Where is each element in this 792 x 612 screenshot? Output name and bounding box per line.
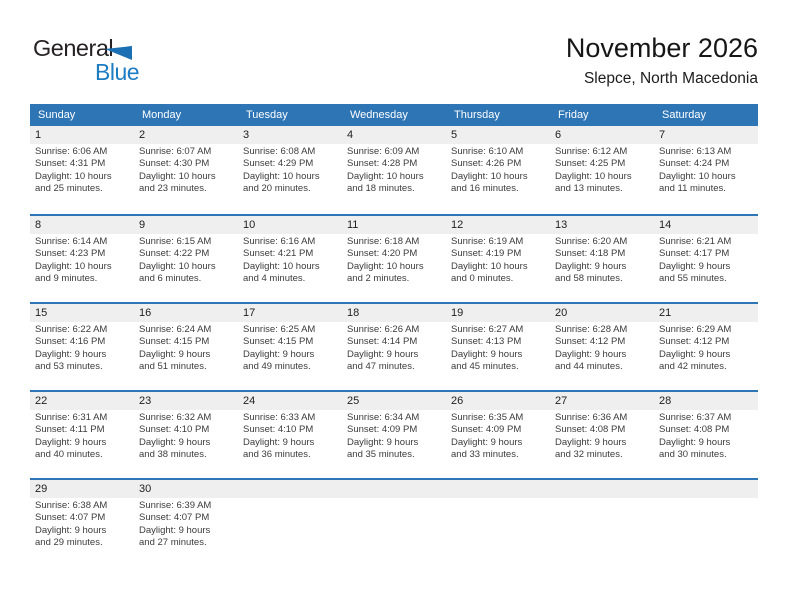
daylight-line-hours: Daylight: 9 hours [35, 524, 107, 536]
daylight-line-hours: Daylight: 9 hours [555, 260, 627, 272]
week-row-3 [30, 302, 758, 390]
daylight-line-hours: Daylight: 10 hours [243, 260, 320, 272]
sunrise-line: Sunrise: 6:28 AM [555, 324, 628, 335]
day-number-24: 24 [243, 395, 256, 407]
sunrise-line: Sunrise: 6:10 AM [451, 146, 524, 157]
weekday-header-row [30, 104, 758, 126]
daylight-line-hours: Daylight: 10 hours [659, 170, 736, 182]
sunset-line: Sunset: 4:17 PM [659, 248, 730, 260]
empty-day-cell [550, 498, 654, 550]
day-number-7: 7 [659, 129, 666, 141]
daylight-line-minutes: and 58 minutes. [555, 273, 623, 285]
sunrise-line: Sunrise: 6:21 AM [659, 236, 732, 247]
daylight-line-hours: Daylight: 9 hours [451, 436, 523, 448]
daylight-line-minutes: and 51 minutes. [139, 361, 207, 373]
sunrise-line: Sunrise: 6:19 AM [451, 236, 524, 247]
day-header-monday: Monday [142, 109, 182, 121]
logo-word-blue: Blue [95, 59, 140, 85]
sunset-line: Sunset: 4:12 PM [555, 336, 626, 348]
sunset-line: Sunset: 4:08 PM [555, 424, 626, 436]
day-number-22: 22 [35, 395, 48, 407]
sunset-line: Sunset: 4:13 PM [451, 336, 522, 348]
sunset-line: Sunset: 4:16 PM [35, 336, 106, 348]
daylight-line-minutes: and 6 minutes. [139, 273, 202, 285]
sunrise-line: Sunrise: 6:31 AM [35, 412, 108, 423]
sunrise-line: Sunrise: 6:13 AM [659, 146, 732, 157]
day-number-29: 29 [35, 483, 48, 495]
empty-number-cell [342, 480, 446, 498]
daylight-line-minutes: and 44 minutes. [555, 361, 623, 373]
day-number-1: 1 [35, 129, 42, 141]
sunset-line: Sunset: 4:15 PM [139, 336, 210, 348]
daylight-line-minutes: and 47 minutes. [347, 361, 415, 373]
day-cell-12 [446, 234, 550, 286]
day-cell-28 [654, 410, 758, 462]
day-cell-9 [134, 234, 238, 286]
day-cell-16 [134, 322, 238, 374]
day-cell-24 [238, 410, 342, 462]
day-cell-18 [342, 322, 446, 374]
sunset-line: Sunset: 4:22 PM [139, 248, 210, 260]
day-number-12: 12 [451, 219, 464, 231]
day-number-16: 16 [139, 307, 152, 319]
empty-day-cell [342, 498, 446, 550]
day-number-strip [30, 126, 758, 144]
sunrise-line: Sunrise: 6:34 AM [347, 412, 420, 423]
daylight-line-minutes: and 16 minutes. [451, 183, 519, 195]
daylight-line-minutes: and 4 minutes. [243, 273, 306, 285]
sunrise-line: Sunrise: 6:27 AM [451, 324, 524, 335]
day-cell-6 [550, 144, 654, 196]
day-cell-22 [30, 410, 134, 462]
sunrise-line: Sunrise: 6:32 AM [139, 412, 212, 423]
day-number-27: 27 [555, 395, 568, 407]
day-cell-23 [134, 410, 238, 462]
week-row-1 [30, 126, 758, 214]
sunset-line: Sunset: 4:10 PM [243, 424, 314, 436]
day-header-saturday: Saturday [662, 109, 707, 121]
day-number-2: 2 [139, 129, 146, 141]
sunset-line: Sunset: 4:29 PM [243, 158, 314, 170]
day-number-15: 15 [35, 307, 48, 319]
sunrise-line: Sunrise: 6:29 AM [659, 324, 732, 335]
daylight-line-hours: Daylight: 9 hours [555, 436, 627, 448]
sunrise-line: Sunrise: 6:14 AM [35, 236, 108, 247]
day-header-wednesday: Wednesday [350, 109, 408, 121]
day-number-3: 3 [243, 129, 250, 141]
sunrise-line: Sunrise: 6:07 AM [139, 146, 212, 157]
sunrise-line: Sunrise: 6:06 AM [35, 146, 108, 157]
daylight-line-minutes: and 49 minutes. [243, 361, 311, 373]
daylight-line-hours: Daylight: 10 hours [347, 260, 424, 272]
sunrise-line: Sunrise: 6:09 AM [347, 146, 420, 157]
sunset-line: Sunset: 4:20 PM [347, 248, 418, 260]
sunrise-line: Sunrise: 6:15 AM [139, 236, 212, 247]
sunrise-line: Sunrise: 6:36 AM [555, 412, 628, 423]
daylight-line-minutes: and 30 minutes. [659, 449, 727, 461]
daylight-line-minutes: and 23 minutes. [139, 183, 207, 195]
sunrise-line: Sunrise: 6:25 AM [243, 324, 316, 335]
daylight-line-minutes: and 33 minutes. [451, 449, 519, 461]
sunrise-line: Sunrise: 6:08 AM [243, 146, 316, 157]
day-number-25: 25 [347, 395, 360, 407]
day-number-23: 23 [139, 395, 152, 407]
sunset-line: Sunset: 4:18 PM [555, 248, 626, 260]
day-cell-17 [238, 322, 342, 374]
page-subtitle: Slepce, North Macedonia [583, 70, 758, 87]
sunset-line: Sunset: 4:08 PM [659, 424, 730, 436]
daylight-line-minutes: and 2 minutes. [347, 273, 410, 285]
day-cell-20 [550, 322, 654, 374]
general-blue-logo [33, 34, 153, 86]
sunset-line: Sunset: 4:23 PM [35, 248, 106, 260]
daylight-line-hours: Daylight: 9 hours [347, 436, 419, 448]
day-number-11: 11 [347, 219, 359, 231]
empty-number-cell [654, 480, 758, 498]
week-row-2 [30, 214, 758, 302]
daylight-line-hours: Daylight: 9 hours [139, 348, 211, 360]
empty-number-cell [550, 480, 654, 498]
sunset-line: Sunset: 4:26 PM [451, 158, 522, 170]
sunset-line: Sunset: 4:21 PM [243, 248, 314, 260]
day-number-28: 28 [659, 395, 672, 407]
daylight-line-hours: Daylight: 10 hours [347, 170, 424, 182]
sunset-line: Sunset: 4:10 PM [139, 424, 210, 436]
daylight-line-minutes: and 55 minutes. [659, 273, 727, 285]
day-cell-2 [134, 144, 238, 196]
day-cell-10 [238, 234, 342, 286]
day-cell-19 [446, 322, 550, 374]
day-number-21: 21 [659, 307, 672, 319]
daylight-line-minutes: and 42 minutes. [659, 361, 727, 373]
daylight-line-minutes: and 9 minutes. [35, 273, 98, 285]
sunrise-line: Sunrise: 6:18 AM [347, 236, 420, 247]
day-number-9: 9 [139, 219, 146, 231]
daylight-line-hours: Daylight: 9 hours [139, 524, 211, 536]
daylight-line-hours: Daylight: 10 hours [243, 170, 320, 182]
sunrise-line: Sunrise: 6:39 AM [139, 500, 212, 511]
day-cell-14 [654, 234, 758, 286]
logo-word-general: General [33, 35, 114, 61]
day-cell-11 [342, 234, 446, 286]
daylight-line-hours: Daylight: 9 hours [139, 436, 211, 448]
calendar-table [30, 104, 758, 566]
sunset-line: Sunset: 4:14 PM [347, 336, 418, 348]
week-content-row [30, 322, 758, 374]
calendar-body [30, 126, 758, 566]
day-cell-8 [30, 234, 134, 286]
daylight-line-minutes: and 20 minutes. [243, 183, 311, 195]
sunrise-line: Sunrise: 6:22 AM [35, 324, 108, 335]
daylight-line-hours: Daylight: 9 hours [243, 348, 315, 360]
daylight-line-hours: Daylight: 9 hours [243, 436, 315, 448]
sunrise-line: Sunrise: 6:37 AM [659, 412, 732, 423]
daylight-line-hours: Daylight: 9 hours [659, 260, 731, 272]
daylight-line-hours: Daylight: 9 hours [555, 348, 627, 360]
day-number-strip [30, 216, 758, 234]
daylight-line-hours: Daylight: 9 hours [659, 436, 731, 448]
sunset-line: Sunset: 4:12 PM [659, 336, 730, 348]
day-cell-4 [342, 144, 446, 196]
daylight-line-hours: Daylight: 9 hours [451, 348, 523, 360]
daylight-line-hours: Daylight: 9 hours [35, 348, 107, 360]
daylight-line-hours: Daylight: 10 hours [35, 170, 112, 182]
sunrise-line: Sunrise: 6:35 AM [451, 412, 524, 423]
empty-day-cell [238, 498, 342, 550]
day-number-26: 26 [451, 395, 464, 407]
sunrise-line: Sunrise: 6:24 AM [139, 324, 212, 335]
daylight-line-hours: Daylight: 10 hours [139, 170, 216, 182]
day-number-strip [30, 392, 758, 410]
sunset-line: Sunset: 4:07 PM [35, 512, 106, 524]
daylight-line-minutes: and 0 minutes. [451, 273, 514, 285]
sunset-line: Sunset: 4:24 PM [659, 158, 730, 170]
sunrise-line: Sunrise: 6:38 AM [35, 500, 108, 511]
daylight-line-minutes: and 35 minutes. [347, 449, 415, 461]
sunset-line: Sunset: 4:30 PM [139, 158, 210, 170]
day-number-30: 30 [139, 483, 152, 495]
day-number-13: 13 [555, 219, 568, 231]
day-number-6: 6 [555, 129, 562, 141]
daylight-line-minutes: and 27 minutes. [139, 537, 207, 549]
empty-day-cell [446, 498, 550, 550]
daylight-line-hours: Daylight: 9 hours [35, 436, 107, 448]
sunset-line: Sunset: 4:09 PM [347, 424, 418, 436]
day-number-strip [30, 480, 758, 498]
day-cell-1 [30, 144, 134, 196]
day-header-friday: Friday [558, 109, 589, 121]
day-header-tuesday: Tuesday [246, 109, 288, 121]
daylight-line-minutes: and 11 minutes. [659, 183, 726, 195]
day-cell-25 [342, 410, 446, 462]
page-title: November 2026 [565, 33, 758, 63]
day-number-8: 8 [35, 219, 42, 231]
daylight-line-minutes: and 13 minutes. [555, 183, 623, 195]
daylight-line-hours: Daylight: 10 hours [451, 260, 528, 272]
day-cell-27 [550, 410, 654, 462]
day-number-5: 5 [451, 129, 458, 141]
daylight-line-hours: Daylight: 10 hours [139, 260, 216, 272]
daylight-line-minutes: and 32 minutes. [555, 449, 623, 461]
day-header-thursday: Thursday [454, 109, 500, 121]
day-number-4: 4 [347, 129, 354, 141]
sunrise-line: Sunrise: 6:12 AM [555, 146, 628, 157]
empty-day-cell [654, 498, 758, 550]
sunrise-line: Sunrise: 6:33 AM [243, 412, 316, 423]
week-row-5 [30, 478, 758, 566]
day-cell-13 [550, 234, 654, 286]
day-cell-26 [446, 410, 550, 462]
day-cell-5 [446, 144, 550, 196]
week-row-4 [30, 390, 758, 478]
sunset-line: Sunset: 4:19 PM [451, 248, 522, 260]
day-number-10: 10 [243, 219, 256, 231]
daylight-line-hours: Daylight: 10 hours [555, 170, 632, 182]
daylight-line-minutes: and 40 minutes. [35, 449, 103, 461]
sunset-line: Sunset: 4:28 PM [347, 158, 418, 170]
daylight-line-minutes: and 36 minutes. [243, 449, 311, 461]
daylight-line-hours: Daylight: 9 hours [347, 348, 419, 360]
week-content-row [30, 498, 758, 550]
sunrise-line: Sunrise: 6:26 AM [347, 324, 420, 335]
empty-number-cell [238, 480, 342, 498]
sunrise-line: Sunrise: 6:20 AM [555, 236, 628, 247]
sunset-line: Sunset: 4:25 PM [555, 158, 626, 170]
daylight-line-minutes: and 38 minutes. [139, 449, 207, 461]
week-content-row [30, 410, 758, 462]
empty-number-cell [446, 480, 550, 498]
sunset-line: Sunset: 4:31 PM [35, 158, 106, 170]
day-cell-3 [238, 144, 342, 196]
day-number-17: 17 [243, 307, 256, 319]
day-cell-29 [30, 498, 134, 550]
day-number-14: 14 [659, 219, 672, 231]
daylight-line-minutes: and 53 minutes. [35, 361, 103, 373]
sunset-line: Sunset: 4:15 PM [243, 336, 314, 348]
day-cell-30 [134, 498, 238, 550]
sunset-line: Sunset: 4:11 PM [35, 424, 105, 436]
week-content-row [30, 144, 758, 196]
daylight-line-hours: Daylight: 10 hours [35, 260, 112, 272]
daylight-line-hours: Daylight: 9 hours [659, 348, 731, 360]
day-number-20: 20 [555, 307, 568, 319]
week-content-row [30, 234, 758, 286]
sunset-line: Sunset: 4:07 PM [139, 512, 210, 524]
day-cell-7 [654, 144, 758, 196]
day-cell-15 [30, 322, 134, 374]
day-number-strip [30, 304, 758, 322]
daylight-line-hours: Daylight: 10 hours [451, 170, 528, 182]
day-number-18: 18 [347, 307, 360, 319]
day-header-sunday: Sunday [38, 109, 76, 121]
daylight-line-minutes: and 25 minutes. [35, 183, 103, 195]
title-block [566, 33, 758, 87]
sunrise-line: Sunrise: 6:16 AM [243, 236, 316, 247]
daylight-line-minutes: and 45 minutes. [451, 361, 519, 373]
sunset-line: Sunset: 4:09 PM [451, 424, 522, 436]
daylight-line-minutes: and 18 minutes. [347, 183, 415, 195]
daylight-line-minutes: and 29 minutes. [35, 537, 103, 549]
day-number-19: 19 [451, 307, 464, 319]
day-cell-21 [654, 322, 758, 374]
